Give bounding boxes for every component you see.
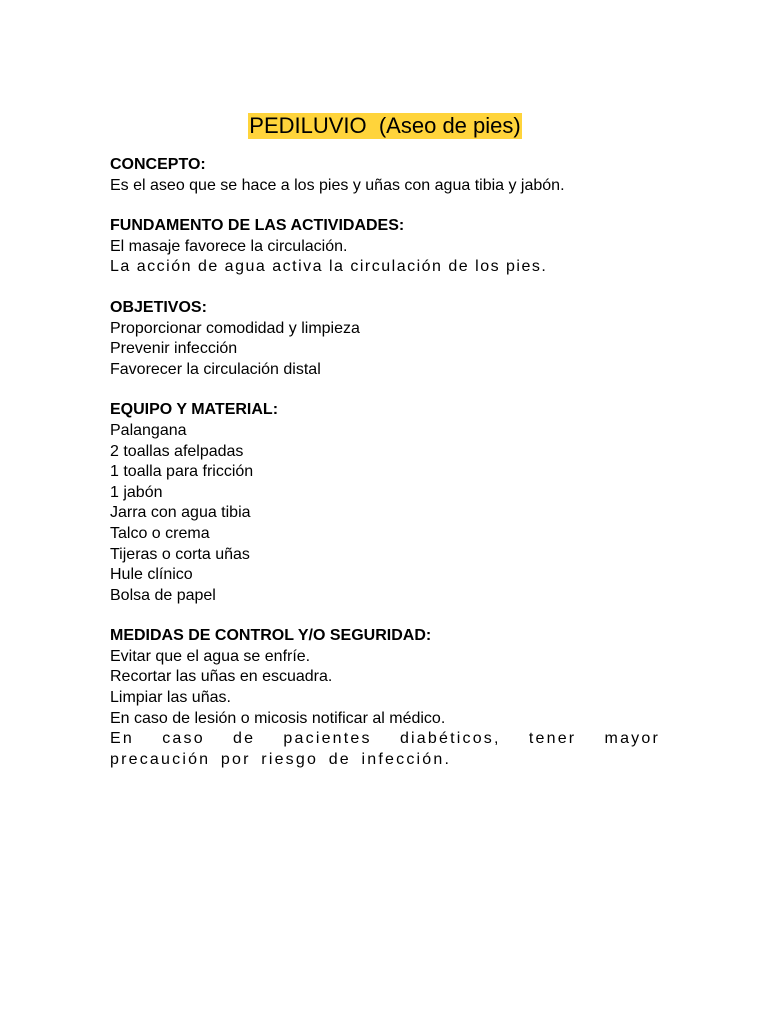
section-heading: CONCEPTO:: [110, 156, 206, 173]
section-line: La acción de agua activa la circulación de los pies.: [110, 258, 548, 276]
section-heading: OBJETIVOS:: [110, 298, 207, 316]
section-objetivos: [110, 298, 660, 380]
section-line: Palangana: [110, 421, 187, 439]
section-heading: EQUIPO Y MATERIAL:: [110, 401, 279, 419]
section-line: Limpiar las uñas.: [110, 689, 231, 707]
section-heading: MEDIDAS DE CONTROL Y/O SEGURIDAD:: [110, 627, 432, 645]
section-line: Es el aseo que se hace a los pies y uñas con agua tibia y jabón.: [110, 176, 565, 194]
section-line: Talco o crema: [110, 524, 210, 542]
section-line: Jarra con agua tibia: [110, 504, 251, 522]
section-line: 1 jabón: [110, 483, 163, 501]
section-line: Evitar que el agua se enfríe.: [110, 647, 311, 665]
section-paragraph: En caso de pacientes diabéticos, tener mayor precaución por riesgo de infección.: [110, 730, 660, 768]
document-title: PEDILUVIO (Aseo de pies): [249, 113, 521, 138]
section-line: Prevenir infección: [110, 340, 238, 358]
section-line: Hule clínico: [110, 566, 193, 584]
section-line: Bolsa de papel: [110, 586, 216, 604]
section-line: 1 toalla para fricción: [110, 463, 254, 481]
document-page: [110, 113, 660, 790]
section-equipo-material: [110, 400, 660, 606]
title-block: [110, 113, 660, 139]
section-fundamento: [110, 216, 660, 278]
section-heading: FUNDAMENTO DE LAS ACTIVIDADES:: [110, 217, 405, 235]
section-line: Proporcionar comodidad y limpieza: [110, 319, 360, 337]
section-line: Tijeras o corta uñas: [110, 545, 250, 563]
section-concepto: [110, 155, 660, 196]
section-line: El masaje favorece la circulación.: [110, 237, 348, 255]
section-line: Favorecer la circulación distal: [110, 360, 321, 378]
section-line: En caso de lesión o micosis notificar al médico.: [110, 709, 446, 727]
section-line: Recortar las uñas en escuadra.: [110, 668, 333, 686]
section-line: 2 toallas afelpadas: [110, 442, 244, 460]
section-medidas-control: [110, 626, 660, 770]
